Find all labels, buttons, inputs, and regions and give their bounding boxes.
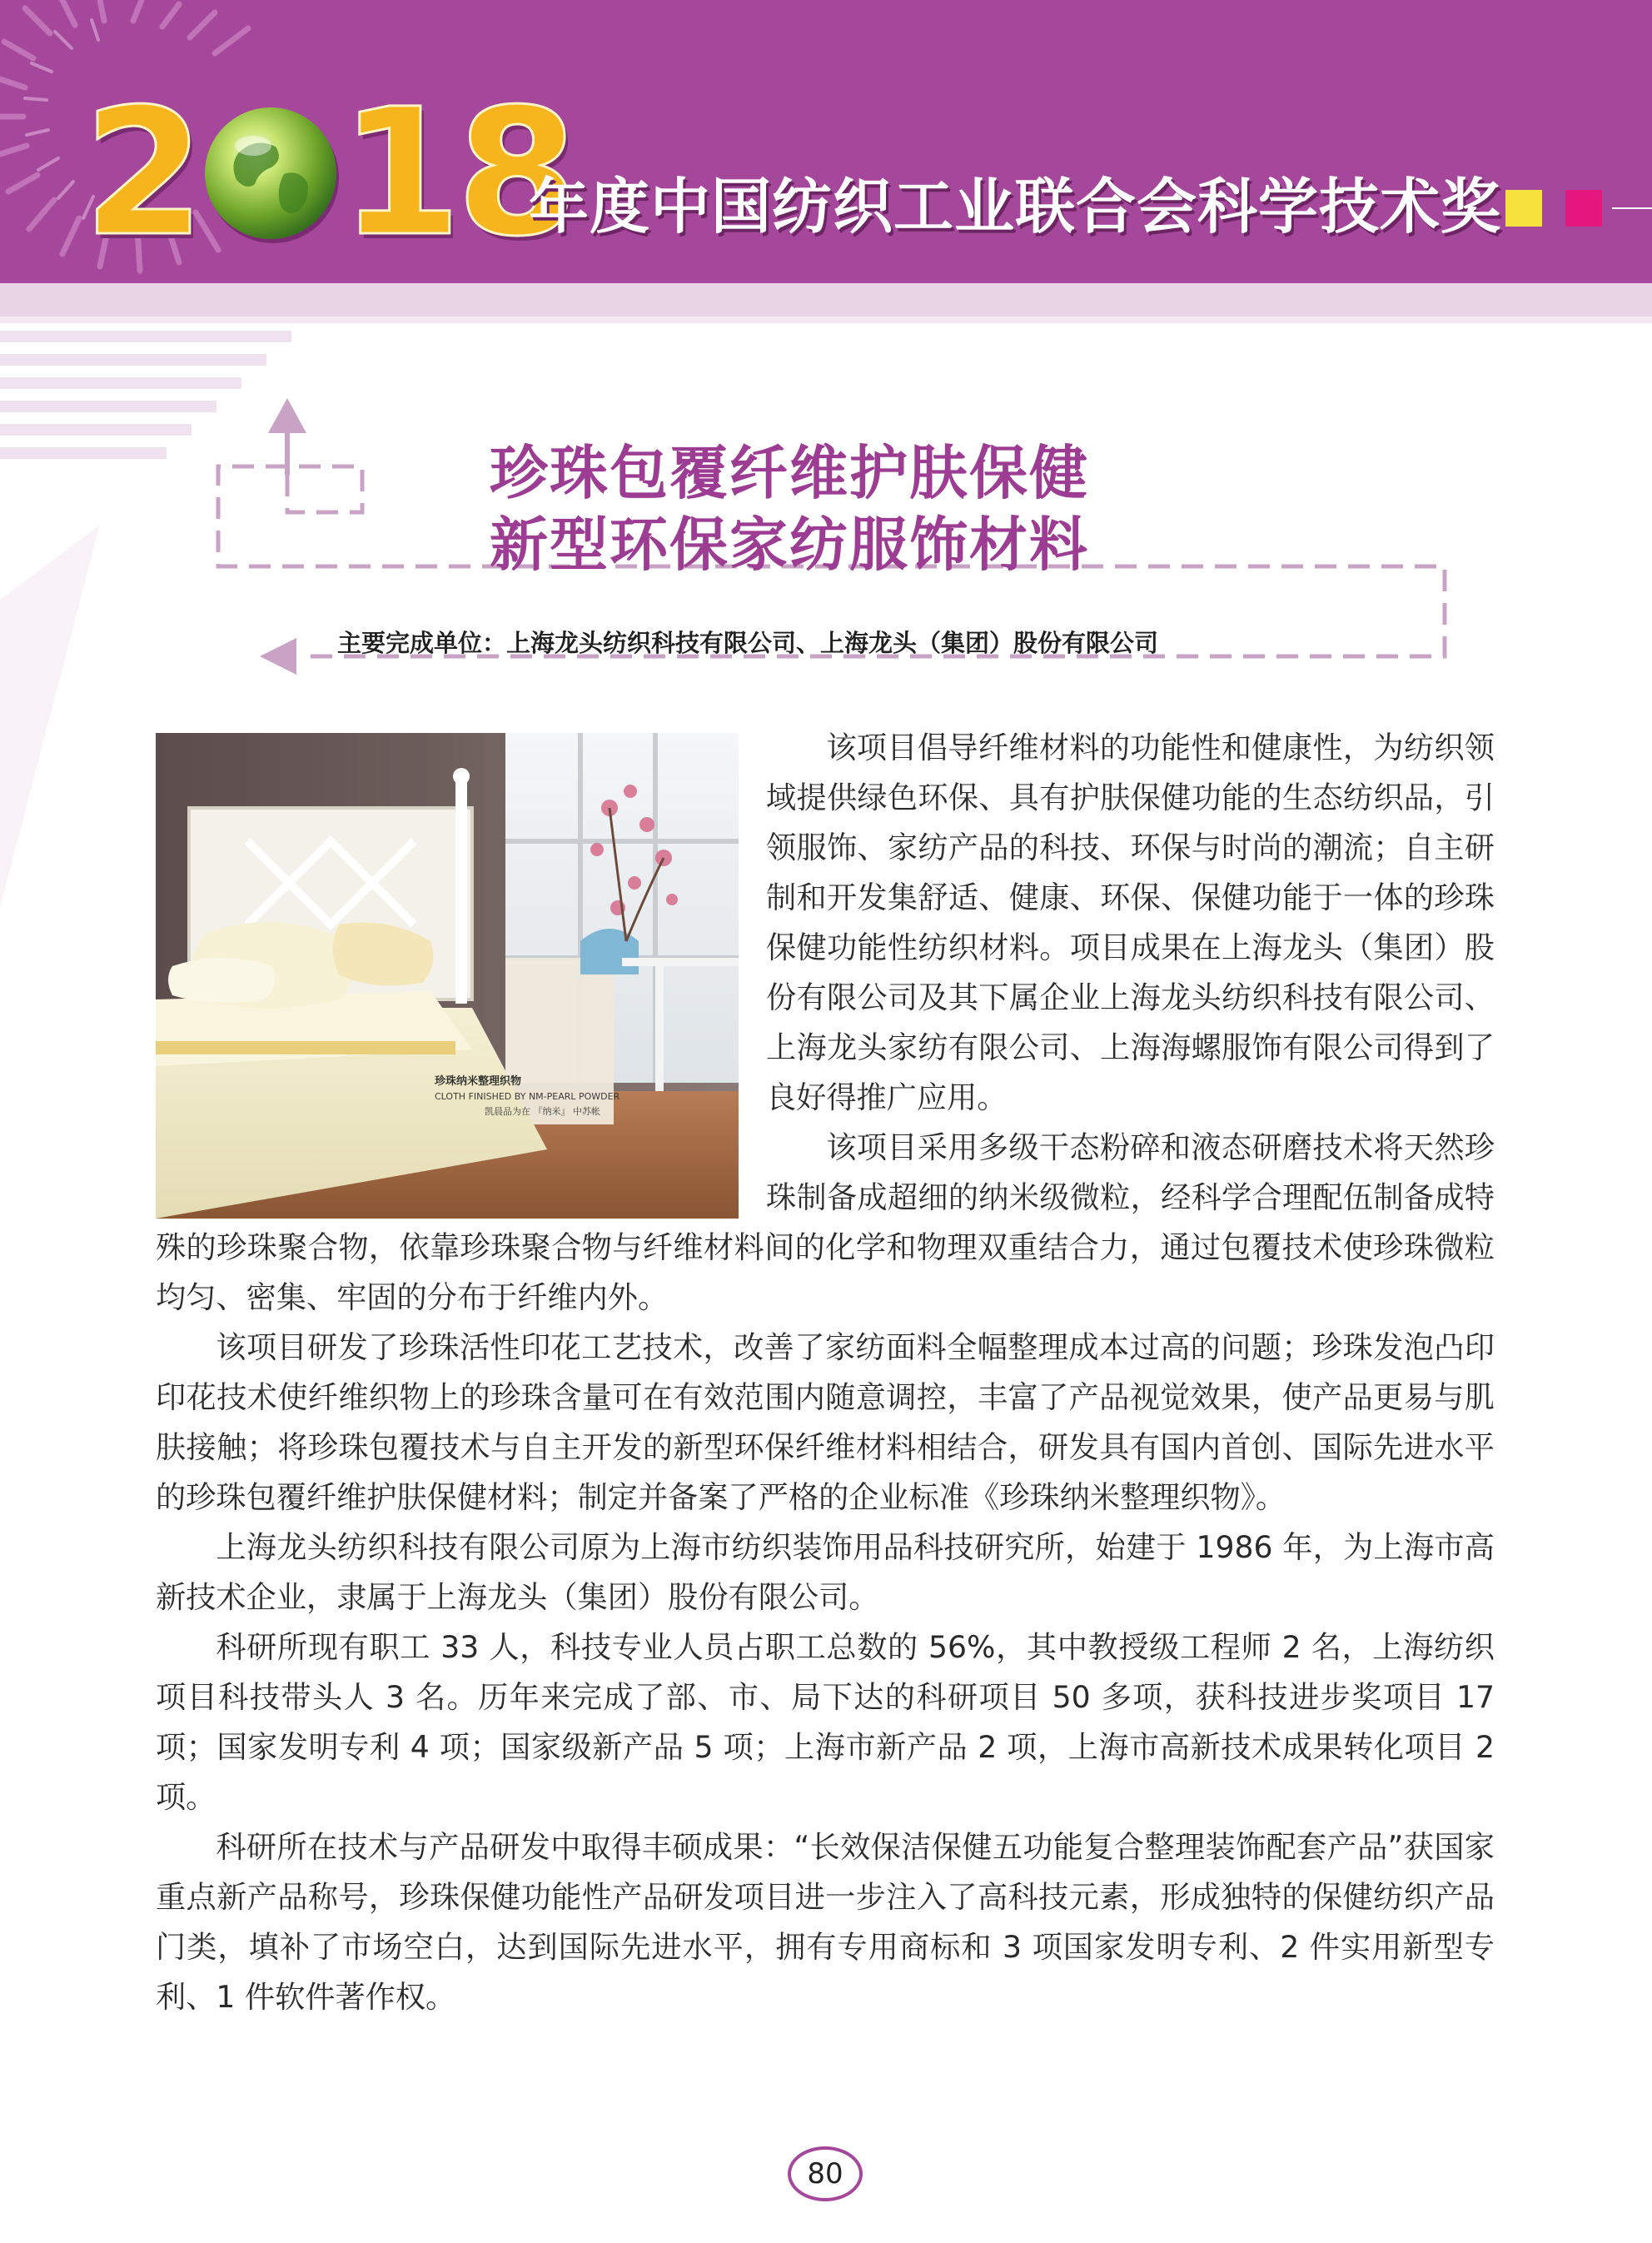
paragraph-1: 该项目倡导纤维材料的功能性和健康性，为纺织领域提供绿色环保、具有护肤保健功能的生态纺织品，引领服饰、家纺产品的科技、环保与时尚的潮流；自主研制和开发集舒适、健康、环保、保健功能于一体的珍珠保健功能性纺织材料。项目成果在上海龙头（集团）股份有限公司及其下属企业上海龙头纺织科技有限公司、上海龙头家纺有限公司、上海海螺服饰有限公司得到了良好得推广应用。 xyxy=(766,730,1495,1115)
title-line-2: 新型环保家纺服饰材料 xyxy=(490,511,1089,579)
page-number: 80 xyxy=(788,2146,863,2201)
globe-icon xyxy=(205,107,336,239)
paragraph-5: 科研所现有职工 33 人，科技专业人员占职工总数的 56%，其中教授级工程师 2 名，上海纺织项目科技带头人 3 名。历年来完成了部、市、局下达的科研项目 50 多项，获科技进步奖项目 17 项；国家发明专利 4 项；国家级新产品 5 项；上海市新产品 2 项，上海市高新技术成果转化项目 2 项。 xyxy=(156,1629,1495,1815)
paragraph-2: 该项目采用多级干态粉碎和液态研磨技术将天然珍珠制备成超细的纳米级微粒，经科学合理配伍制备成特殊的珍珠聚合物，依靠珍珠聚合物与纤维材料间的化学和物理双重结合力，通过包覆技术使珍珠微粒均匀、密集、牢固的分布于纤维内外。 xyxy=(156,1129,1495,1315)
yellow-square-decoration xyxy=(1505,190,1542,227)
header-underband-thin xyxy=(0,317,1652,323)
photo-float-spacer xyxy=(156,723,766,1223)
paragraph-3: 该项目研发了珍珠活性印花工艺技术，改善了家纺面料全幅整理成本过高的问题；珍珠发泡凸印印花技术使纤维织物上的珍珠含量可在有效范围内随意调控，丰富了产品视觉效果，使产品更易与肌肤接触；将珍珠包覆技术与自主开发的新型环保纤维材料相结合，研发具有国内首创、国际先进水平的珍珠包覆纤维护肤保健材料；制定并备案了严格的企业标准《珍珠纳米整理织物》。 xyxy=(156,1329,1495,1515)
header-rule xyxy=(1612,207,1652,209)
header-band xyxy=(0,0,1652,283)
paragraph-4: 上海龙头纺织科技有限公司原为上海市纺织装饰用品科技研究所，始建于 1986 年，为上海市高新技术企业，隶属于上海龙头（集团）股份有限公司。 xyxy=(156,1529,1495,1615)
photo-caption-line-3: 凯晨品为在 『纳米』 中苏帐 xyxy=(485,1106,600,1117)
main-unit-text: 主要完成单位：上海龙头纺织科技有限公司、上海龙头（集团）股份有限公司 xyxy=(337,629,1159,657)
article-body xyxy=(156,723,1495,2022)
paragraph-6: 科研所在技术与产品研发中取得丰硕成果：“长效保洁保健五功能复合整理装饰配套产品”获国家重点新产品称号，珍珠保健功能性产品研发项目进一步注入了高科技元素，形成独特的保健纺织产品门类，填补了市场空白，达到国际先进水平，拥有专用商标和 3 项国家发明专利、2 件实用新型专利、1 件软件著作权。 xyxy=(156,1829,1495,2015)
award-title: 年度中国纺织工业联合会科学技术奖 xyxy=(529,172,1502,242)
header-underband xyxy=(0,283,1652,317)
article-title xyxy=(490,437,1089,581)
photo-caption-line-2: CLOTH FINISHED BY NM-PEARL POWDER xyxy=(435,1091,620,1102)
pink-square-decoration xyxy=(1565,190,1602,227)
year-logo xyxy=(83,71,574,275)
year-digit-2: 2 xyxy=(83,71,201,275)
photo-caption-line-1: 珍珠纳米整理织物 xyxy=(435,1075,522,1088)
year-digits-18: 18 xyxy=(340,71,574,275)
title-line-1: 珍珠包覆纤维护肤保健 xyxy=(490,439,1089,507)
